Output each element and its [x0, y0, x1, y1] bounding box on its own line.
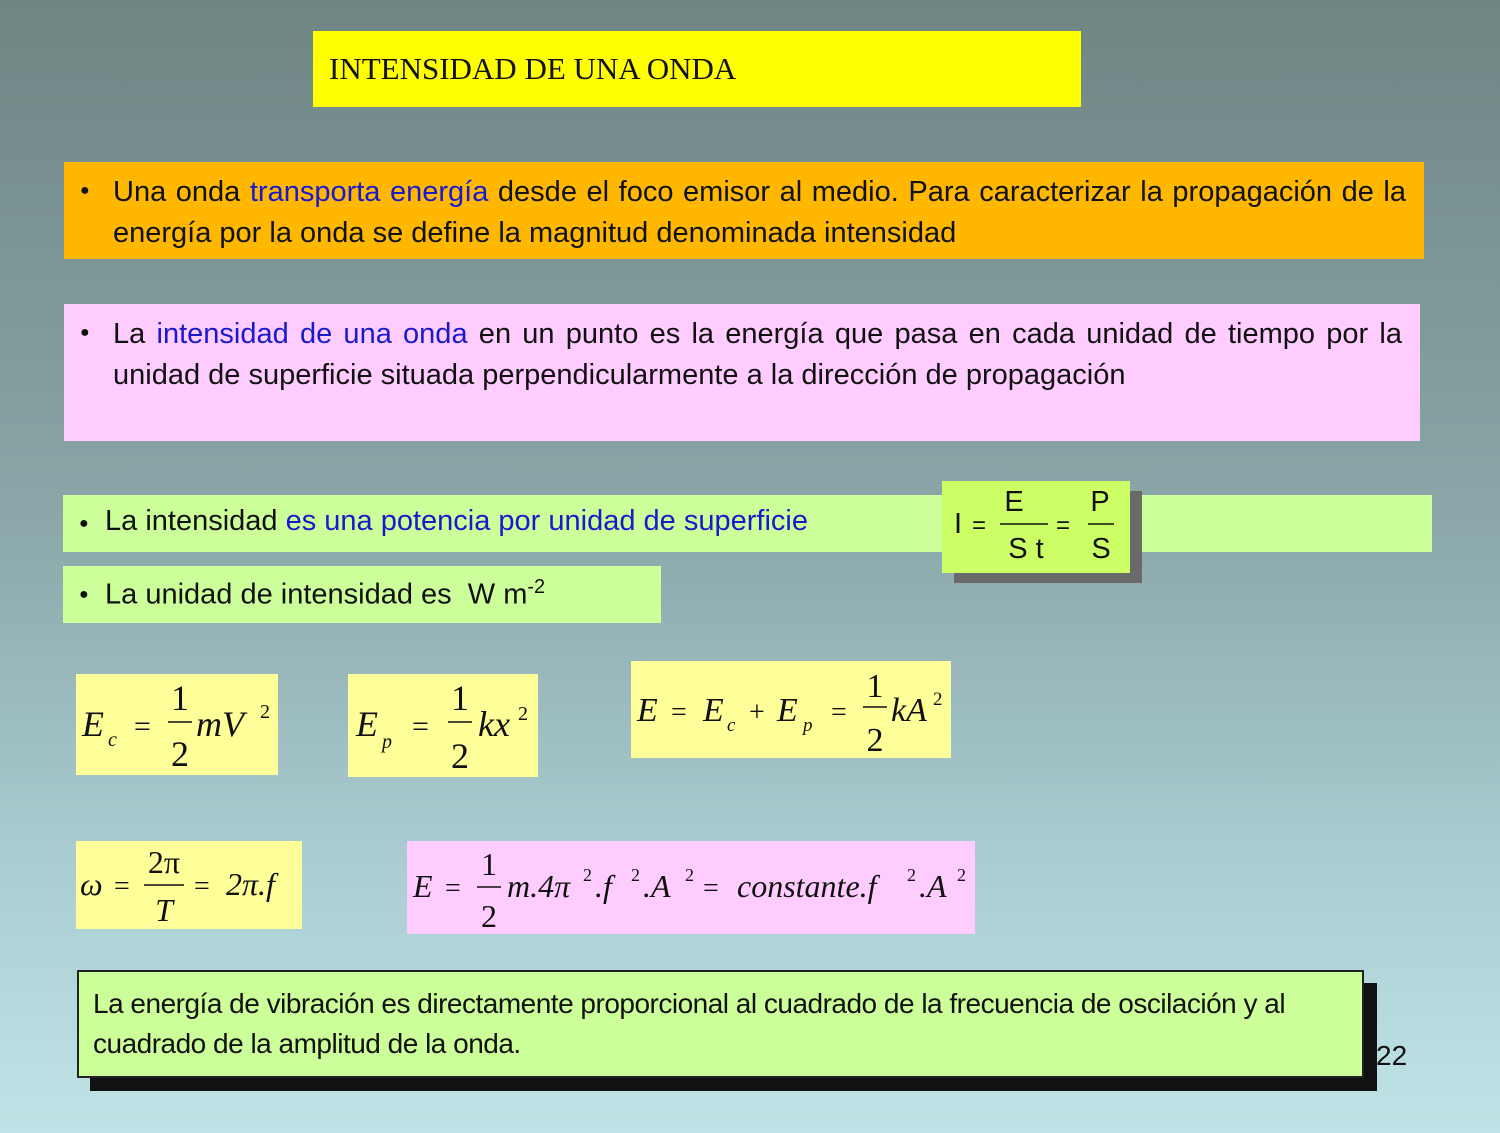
svg-text:2: 2: [481, 898, 497, 934]
svg-text:c: c: [727, 715, 736, 736]
bullet-text: Una onda transporta energía desde el foco emisor al medio. Para caracterizar la propagación de la energía por la onda se define la magnitud denominada intensidad: [113, 176, 1407, 249]
bullet-intensity-unit: [63, 566, 661, 623]
svg-text:E: E: [637, 692, 658, 729]
svg-text:2: 2: [685, 865, 694, 885]
svg-text:E: E: [82, 704, 104, 744]
svg-text:ω: ω: [80, 866, 103, 902]
svg-text:2: 2: [451, 736, 469, 776]
svg-text:1: 1: [451, 678, 469, 718]
svg-text:2: 2: [957, 865, 966, 885]
kinetic-energy-svg: [76, 674, 278, 775]
svg-text:m.4π: m.4π: [507, 868, 571, 904]
svg-text:1: 1: [481, 846, 497, 882]
svg-text:P: P: [1090, 486, 1110, 518]
svg-text:=: =: [412, 710, 429, 743]
bullet-dot-icon: ●: [80, 182, 90, 199]
bullet-dot-icon: ●: [79, 515, 89, 532]
svg-text:c: c: [108, 729, 117, 751]
svg-text:2: 2: [171, 734, 189, 774]
angular-frequency-formula: [76, 841, 302, 929]
svg-text:2: 2: [518, 703, 528, 725]
energy-frequency-svg: [407, 841, 975, 934]
potential-energy-svg: [348, 674, 538, 777]
svg-text:kx: kx: [478, 704, 510, 744]
intensity-formula: [942, 481, 1130, 573]
bullet-dot-icon: ●: [80, 324, 90, 341]
bullet-text: La intensidad de una onda en un punto es la energía que pasa en cada unidad de tiempo por la unidad de superficie situada perpendicularmente a la dirección de propagación: [113, 318, 1402, 391]
unit-exponent: -2: [527, 576, 546, 598]
svg-text:p: p: [382, 731, 392, 753]
kinetic-energy-formula: [76, 674, 278, 775]
svg-text:2: 2: [631, 865, 640, 885]
bullet-energy-transport: [64, 162, 1424, 259]
svg-text:2: 2: [933, 689, 943, 710]
svg-text:=: =: [114, 871, 130, 902]
bullet-dot-icon: ●: [79, 586, 89, 603]
svg-text:2: 2: [907, 865, 916, 885]
conclusion-note: La energía de vibración es directamente proporcional al cuadrado de la frecuencia de oscilación y al cuadrado de la amplitud de la onda.: [77, 970, 1364, 1078]
svg-text:=: =: [831, 697, 847, 728]
intensity-formula-svg: [942, 481, 1130, 573]
svg-text:S t: S t: [1008, 533, 1044, 565]
svg-text:2: 2: [583, 865, 592, 885]
svg-text:=: =: [671, 697, 687, 728]
svg-text:E: E: [356, 704, 378, 744]
svg-text:constante.f: constante.f: [737, 868, 877, 904]
svg-text:p: p: [803, 715, 813, 736]
total-energy-svg: [631, 661, 951, 758]
svg-text:.f: .f: [595, 868, 612, 904]
total-energy-formula: [631, 661, 951, 758]
bullet-text: La unidad de intensidad es W $m^{-2}$: [105, 576, 546, 611]
svg-text:1: 1: [866, 668, 884, 705]
formula-symbol: I: [954, 508, 963, 540]
svg-text:=: =: [445, 873, 461, 904]
svg-text:.A: .A: [643, 868, 671, 904]
bullet-text: La intensidad es una potencia por unidad de superficie: [105, 505, 808, 537]
svg-text:2: 2: [260, 701, 270, 723]
svg-text:T: T: [155, 892, 173, 928]
svg-text:mV: mV: [196, 704, 244, 744]
svg-text:2: 2: [866, 722, 884, 758]
svg-text:E: E: [413, 868, 433, 904]
svg-text:E: E: [1004, 486, 1024, 518]
potential-energy-formula: [348, 674, 538, 777]
svg-text:=: =: [194, 871, 210, 902]
bullet-intensity-power: [63, 495, 1432, 552]
svg-text:=: =: [1056, 512, 1071, 539]
slide-title: INTENSIDAD DE UNA ONDA: [313, 31, 1081, 107]
svg-text:2π.f: 2π.f: [226, 866, 275, 902]
svg-text:E: E: [777, 692, 798, 729]
svg-text:S: S: [1091, 533, 1111, 565]
svg-text:E: E: [703, 692, 724, 729]
page-number: 22: [1376, 1040, 1408, 1071]
svg-text:1: 1: [171, 678, 189, 718]
bullet-intensity-definition: [64, 304, 1420, 441]
svg-text:.A: .A: [919, 868, 947, 904]
svg-text:kA: kA: [891, 692, 927, 729]
unit-value: W m: [467, 578, 528, 611]
svg-text:2π: 2π: [147, 844, 181, 880]
angular-frequency-svg: [76, 841, 302, 929]
svg-text:=: =: [134, 710, 151, 743]
svg-text:=: =: [972, 512, 987, 539]
svg-text:+: +: [749, 697, 765, 728]
energy-frequency-formula: [407, 841, 975, 934]
svg-text:=: =: [703, 873, 719, 904]
